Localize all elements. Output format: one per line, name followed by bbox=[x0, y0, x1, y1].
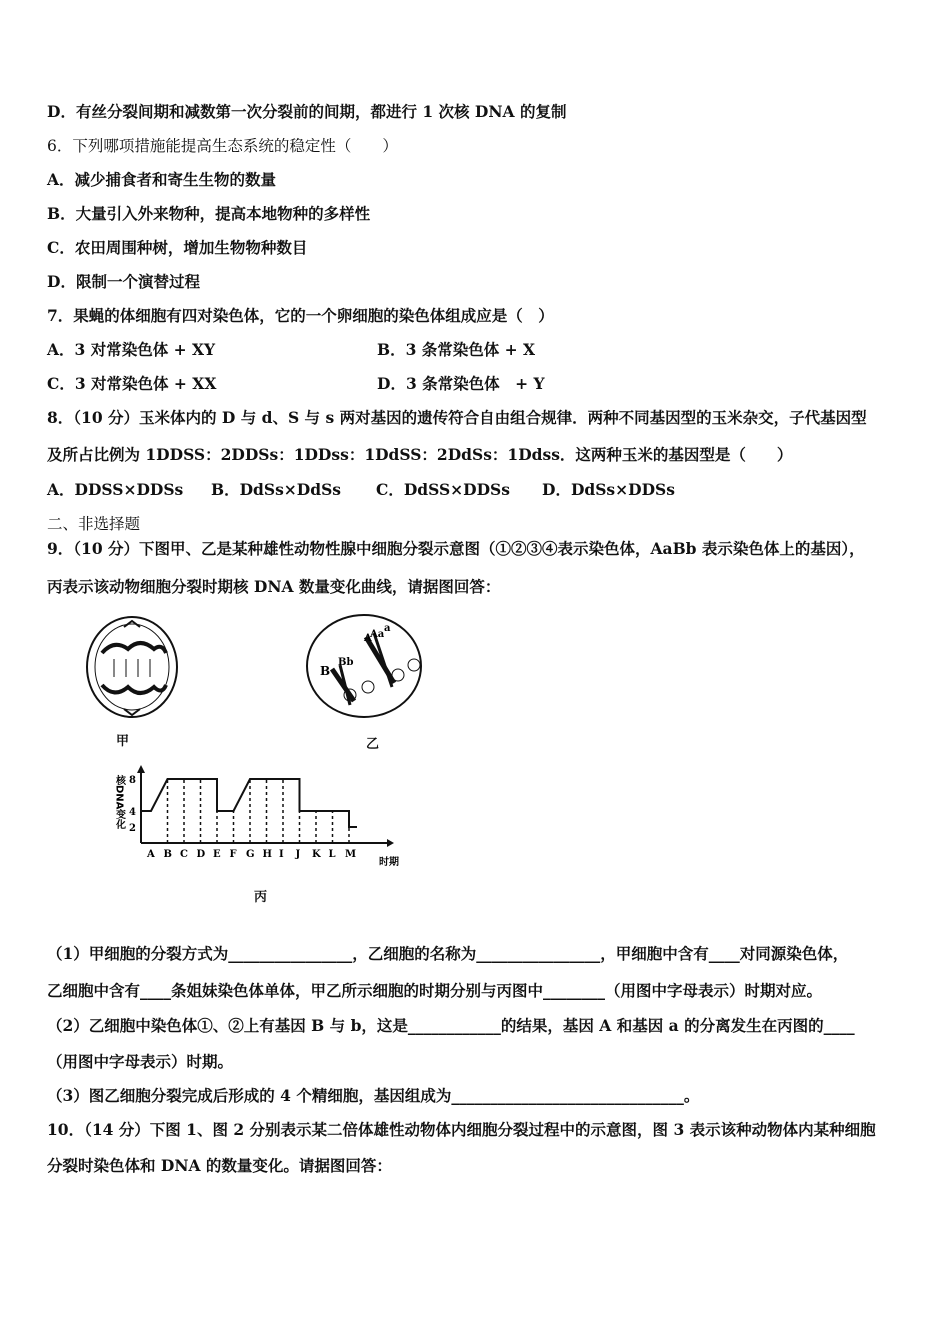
q9-sub2-line2: （用图中字母表示）时期。 bbox=[47, 1052, 234, 1071]
fig-jia-caption: 甲 bbox=[116, 734, 130, 749]
q10-stem-line2: 分裂时染色体和 DNA 的数量变化。请据图回答： bbox=[47, 1156, 392, 1175]
q9-sub1-line1: （1）甲细胞的分裂方式为________________，乙细胞的名称为________________，甲细胞中含有____对同源染色体， bbox=[47, 944, 849, 963]
q7-stem: 7．果蝇的体细胞有四对染色体，它的一个卵细胞的染色体组成应是（ ） bbox=[47, 306, 554, 325]
q7-option-d: D．3 条常染色体 + Y bbox=[377, 374, 545, 393]
x-tick-label: K bbox=[312, 849, 321, 860]
x-tick-label: B bbox=[163, 849, 172, 860]
q8-option-b: B．DdSs×DdSs bbox=[211, 480, 341, 499]
x-axis-label: 时期 bbox=[379, 857, 399, 868]
x-tick-label: L bbox=[328, 849, 336, 860]
q8-stem-line2: 及所占比例为 1DDSS：2DDSs：1DDss：1DdSS：2DdSs：1Ddss．这两种玉米的基因型是（ ） bbox=[47, 445, 793, 464]
q9-sub3: （3）图乙细胞分裂完成后形成的 4 个精细胞，基因组成为______________________________。 bbox=[47, 1086, 700, 1105]
x-tick-label: C bbox=[180, 849, 188, 860]
y-axis-label: 核DNA变化 bbox=[113, 775, 125, 830]
q6-stem: 6．下列哪项措施能提高生态系统的稳定性（ ） bbox=[47, 137, 398, 155]
svg-text:Bb: Bb bbox=[338, 657, 354, 668]
q8-option-c: C．DdSS×DDSs bbox=[376, 480, 510, 499]
q9-stem-line2: 丙表示该动物细胞分裂时期核 DNA 数量变化曲线，请据图回答： bbox=[47, 577, 501, 596]
x-tick-label: J bbox=[295, 849, 301, 860]
q9-stem-line1: 9．（10 分）下图甲、乙是某种雄性动物性腺中细胞分裂示意图（①②③④表示染色体，AaBb 表示染色体上的基因）， bbox=[47, 539, 865, 558]
y-tick-label: 2 bbox=[129, 823, 136, 834]
x-tick-label: I bbox=[279, 849, 284, 860]
x-tick-label: E bbox=[213, 849, 221, 860]
q8-option-d: D．DdSs×DDSs bbox=[542, 480, 675, 499]
q6-option-a: A．减少捕食者和寄生生物的数量 bbox=[47, 170, 277, 189]
q8-stem-line1: 8．（10 分）玉米体内的 D 与 d、S 与 s 两对基因的遗传符合自由组合规律．两种不同基因型的玉米杂交，子代基因型 bbox=[47, 408, 867, 427]
x-axis-arrow bbox=[387, 839, 394, 847]
section-heading: 二、非选择题 bbox=[47, 515, 141, 533]
y-tick-label: 4 bbox=[129, 807, 136, 818]
svg-text:Aa: Aa bbox=[370, 629, 385, 640]
q8-option-a: A．DDSS×DDSs bbox=[47, 480, 184, 499]
x-tick-label: A bbox=[147, 849, 155, 860]
x-tick-label: G bbox=[246, 849, 255, 860]
dna-series-line bbox=[141, 779, 357, 827]
q7-option-b: B．3 条常染色体 + X bbox=[377, 340, 536, 359]
q6-option-c: C．农田周围种树，增加生物物种数目 bbox=[47, 238, 308, 257]
q5-option-d: D．有丝分裂间期和减数第一次分裂前的间期，都进行 1 次核 DNA 的复制 bbox=[47, 102, 567, 121]
svg-text:A: A bbox=[364, 633, 372, 644]
cell-jia-diagram bbox=[84, 613, 180, 721]
dna-change-chart bbox=[105, 765, 415, 875]
q6-option-d: D．限制一个演替过程 bbox=[47, 272, 200, 291]
svg-text:a: a bbox=[384, 623, 391, 634]
fig-yi-caption: 乙 bbox=[366, 737, 380, 752]
fig-bing-caption: 丙 bbox=[254, 890, 268, 905]
cell-yi-diagram bbox=[304, 613, 424, 723]
q9-sub1-line2: 乙细胞中含有____条姐妹染色体单体，甲乙所示细胞的时期分别与丙图中________（用图中字母表示）时期对应。 bbox=[47, 981, 823, 1000]
q9-sub2-line1: （2）乙细胞中染色体①、②上有基因 B 与 b，这是____________的结果，基因 A 和基因 a 的分离发生在丙图的____ bbox=[47, 1016, 855, 1035]
x-tick-label: D bbox=[196, 849, 206, 860]
svg-text:B: B bbox=[320, 664, 331, 678]
y-axis-arrow bbox=[137, 765, 145, 773]
x-tick-label: H bbox=[262, 849, 272, 860]
x-tick-label: M bbox=[345, 849, 357, 860]
q6-option-b: B．大量引入外来物种，提高本地物种的多样性 bbox=[47, 204, 371, 223]
q7-option-c: C．3 对常染色体 + XX bbox=[47, 374, 217, 393]
q10-stem-line1: 10．（14 分）下图 1、图 2 分别表示某二倍体雄性动物体内细胞分裂过程中的示意图，图 3 表示该种动物体内某种细胞 bbox=[47, 1120, 876, 1139]
x-tick-label: F bbox=[229, 849, 237, 860]
q7-option-a: A．3 对常染色体 + XY bbox=[47, 340, 216, 359]
y-tick-label: 8 bbox=[129, 775, 136, 786]
